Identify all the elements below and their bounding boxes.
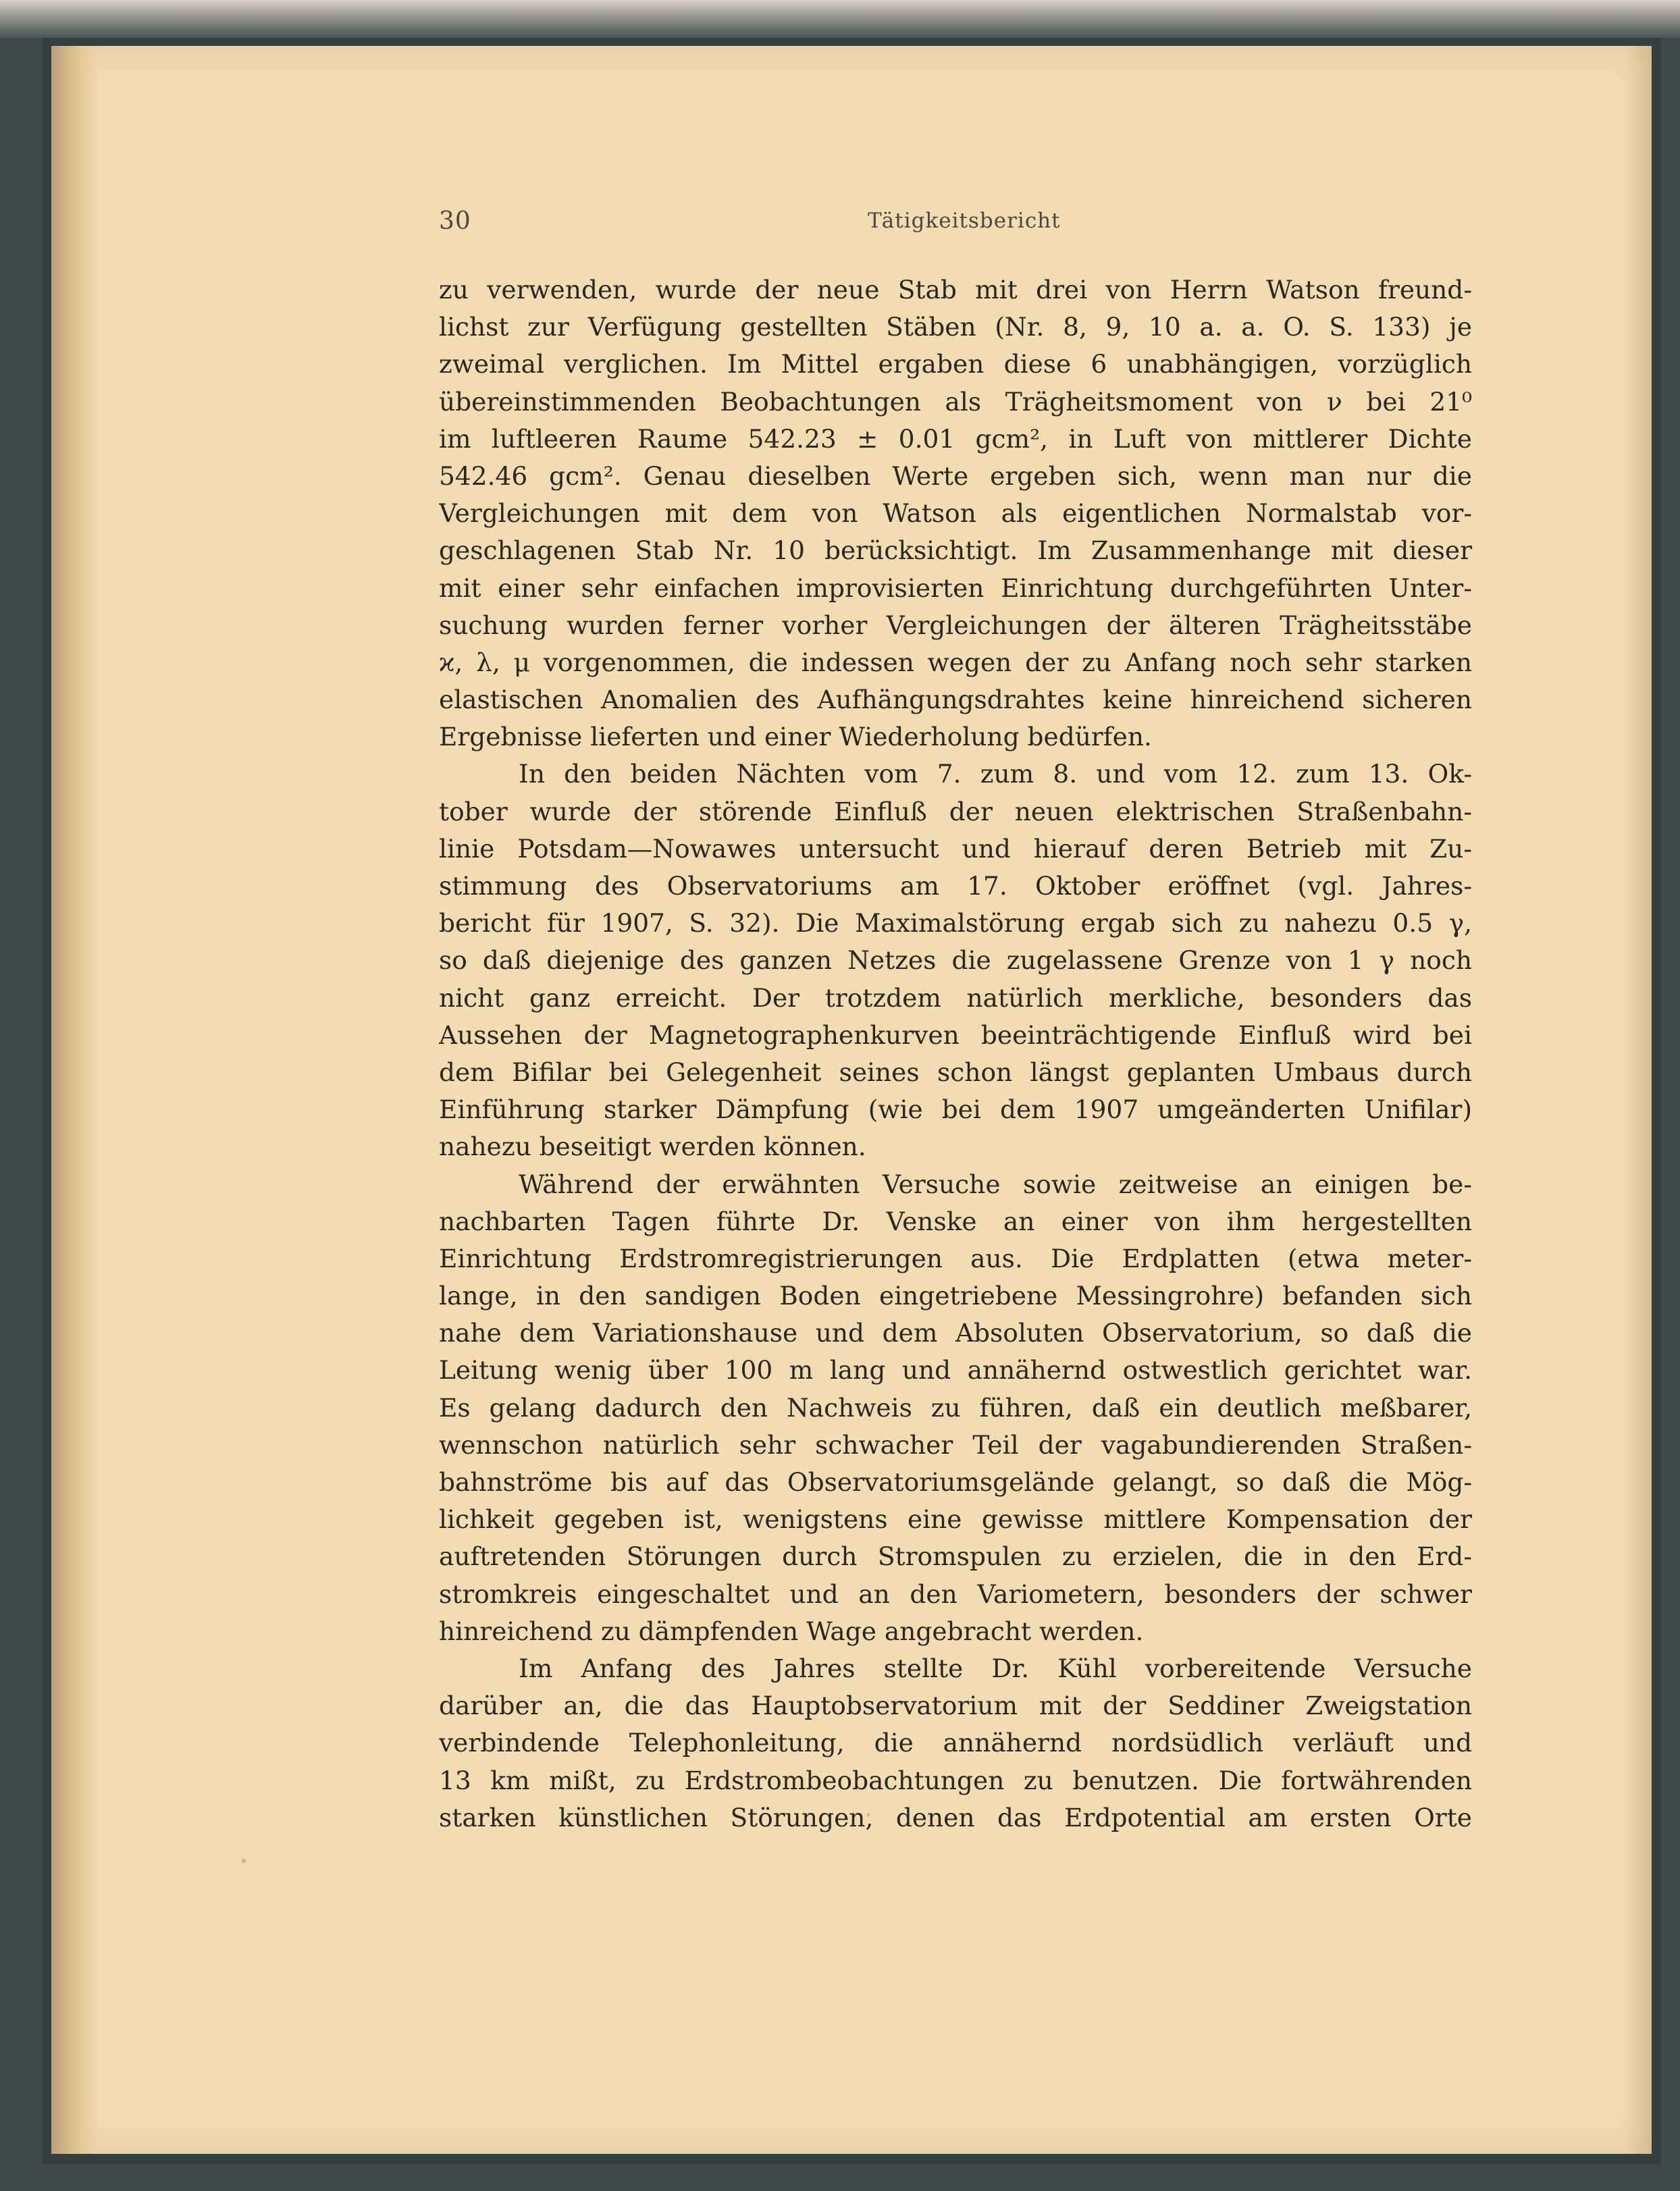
text-line: so daß diejenige des ganzen Netzes die zugelassene Grenze von 1 γ noch	[439, 945, 1472, 976]
text-line: übereinstimmenden Beobachtungen als Trägheitsmoment von ν bei 21⁰	[439, 386, 1472, 417]
text-line: bericht für 1907, S. 32). Die Maximalstörung ergab sich zu nahezu 0.5 γ,	[439, 908, 1472, 939]
text-line: 542.46 gcm². Genau dieselben Werte ergeben sich, wenn man nur die	[439, 460, 1472, 491]
text-line: Im Anfang des Jahres stellte Dr. Kühl vorbereitende Versuche	[519, 1653, 1472, 1683]
text-line: nicht ganz erreicht. Der trotzdem natürlich merkliche, besonders das	[439, 982, 1472, 1013]
text-line: darüber an, die das Hauptobservatorium mit der Seddiner Zweigstation	[439, 1691, 1472, 1721]
text-line: lichkeit gegeben ist, wenigstens eine gewisse mittlere Kompensation der	[439, 1504, 1472, 1535]
text-line: mit einer sehr einfachen improvisierten Einrichtung durchgeführten Unter-	[439, 573, 1472, 603]
text-line: Leitung wenig über 100 m lang und annähernd ostwestlich gerichtet war.	[439, 1355, 1472, 1385]
text-line: lange, in den sandigen Boden eingetriebene Messingrohre) befanden sich	[439, 1281, 1472, 1311]
page-number: 30	[439, 207, 471, 235]
running-head	[439, 207, 1452, 241]
text-line: starken künstlichen Störungen, denen das Erdpotential am ersten Orte	[439, 1802, 1472, 1832]
text-line: dem Bifilar bei Gelegenheit seines schon längst geplanten Umbaus durch	[439, 1057, 1472, 1087]
page-gutter-shadow	[51, 46, 99, 2154]
text-line: Einführung starker Dämpfung (wie bei dem 1907 umgeänderten Unifilar)	[439, 1094, 1472, 1125]
text-line: zweimal verglichen. Im Mittel ergaben diese 6 unabhängigen, vorzüglich	[439, 349, 1472, 379]
text-line: elastischen Anomalien des Aufhängungsdrahtes keine hinreichend sicheren	[439, 685, 1472, 715]
body-text	[439, 271, 1472, 1837]
text-line: 13 km mißt, zu Erdstrombeobachtungen zu benutzen. Die fortwährenden	[439, 1765, 1472, 1795]
text-line: Einrichtung Erdstromregistrierungen aus. Die Erdplatten (etwa meter-	[439, 1243, 1472, 1273]
text-line: auftretenden Störungen durch Stromspulen zu erzielen, die in den Erd-	[439, 1541, 1472, 1572]
running-title: Tätigkeitsbericht	[868, 209, 1061, 233]
text-line: stromkreis eingeschaltet und an den Variometern, besonders der schwer	[439, 1579, 1472, 1609]
text-line: verbindende Telephonleitung, die annähernd nordsüdlich verläuft und	[439, 1728, 1472, 1758]
text-line: Ergebnisse lieferten und einer Wiederholung bedürfen.	[439, 722, 1152, 752]
text-line: linie Potsdam—Nowawes untersucht und hierauf deren Betrieb mit Zu-	[439, 833, 1472, 864]
text-line: lichst zur Verfügung gestellten Stäben (Nr. 8, 9, 10 a. a. O. S. 133) je	[439, 312, 1472, 342]
paper-spot	[242, 1859, 246, 1863]
text-line: zu verwenden, wurde der neue Stab mit drei von Herrn Watson freund-	[439, 275, 1472, 305]
text-line: nahezu beseitigt werden können.	[439, 1132, 866, 1162]
text-line: bahnströme bis auf das Observatoriumsgelände gelangt, so daß die Mög-	[439, 1467, 1472, 1497]
text-line: nachbarten Tagen führte Dr. Venske an einer von ihm hergestellten	[439, 1206, 1472, 1236]
text-line: In den beiden Nächten vom 7. zum 8. und vom 12. zum 13. Ok-	[519, 759, 1472, 789]
page-edge-shadow	[1625, 46, 1652, 2154]
text-line: stimmung des Observatoriums am 17. Oktober eröffnet (vgl. Jahres-	[439, 871, 1472, 901]
text-line: im luftleeren Raume 542.23 ± 0.01 gcm², in Luft von mittlerer Dichte	[439, 423, 1472, 454]
text-line: suchung wurden ferner vorher Vergleichungen der älteren Trägheitsstäbe	[439, 610, 1472, 640]
text-line: nahe dem Variationshause und dem Absoluten Observatorium, so daß die	[439, 1318, 1472, 1348]
text-line: Es gelang dadurch den Nachweis zu führen, daß ein deutlich meßbarer,	[439, 1392, 1472, 1423]
text-line: Während der erwähnten Versuche sowie zeitweise an einigen be-	[519, 1169, 1472, 1199]
text-line: geschlagenen Stab Nr. 10 berücksichtigt. Im Zusammenhange mit dieser	[439, 535, 1472, 566]
text-line: Aussehen der Magnetographenkurven beeinträchtigende Einfluß wird bei	[439, 1020, 1472, 1050]
text-line: Vergleichungen mit dem von Watson als eigentlichen Normalstab vor-	[439, 498, 1472, 529]
text-line: ϰ, λ, μ vorgenommen, die indessen wegen der zu Anfang noch sehr starken	[439, 647, 1472, 677]
text-line: hinreichend zu dämpfenden Wage angebracht werden.	[439, 1616, 1144, 1646]
scan-background-edge	[0, 0, 1680, 38]
text-line: wennschon natürlich sehr schwacher Teil der vagabundierenden Straßen-	[439, 1429, 1472, 1460]
text-line: tober wurde der störende Einfluß der neuen elektrischen Straßenbahn-	[439, 796, 1472, 826]
